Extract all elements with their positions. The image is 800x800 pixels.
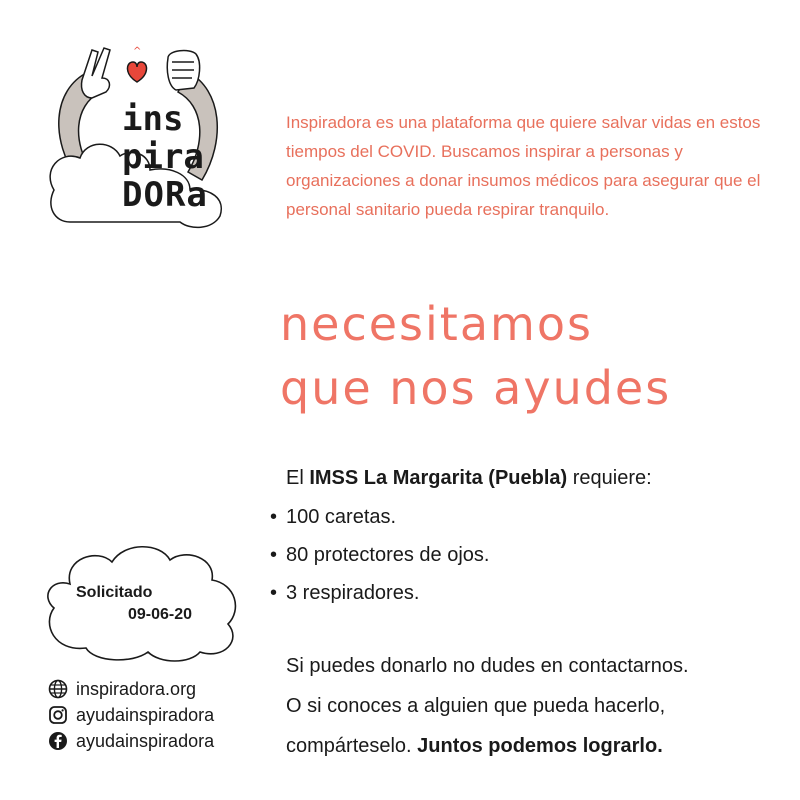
logo [40,40,240,235]
request-suffix: requiere: [567,467,652,489]
logo-text [122,100,208,214]
closing-line-3-prefix: compárteselo. [286,735,418,757]
heart-icon [127,62,146,82]
list-item: • 80 protectores de ojos. [270,536,730,574]
facebook-link[interactable] [48,728,268,754]
list-item-text: 80 protectores de ojos. [286,544,490,566]
peace-hand-icon [81,48,110,98]
website-link[interactable] [48,676,268,702]
closing-line-3 [286,726,766,766]
closing-line-2: O si conoces a alguien que pueda hacerlo, [286,695,666,717]
list-item: • 3 respiradores. [270,574,730,612]
facebook-icon [48,731,68,751]
request-intro [286,460,766,496]
website-text: inspiradora.org [76,678,197,699]
list-item-text: 100 caretas. [286,506,397,528]
closing-paragraph [286,646,766,766]
supply-list [270,498,730,612]
closing-line-3-bold: Juntos podemos lograrlo. [417,735,663,757]
instagram-link[interactable] [48,702,268,728]
headline [280,292,780,420]
instagram-icon [48,705,68,725]
instagram-text: ayudainspiradora [76,704,215,725]
svg-text:^: ^ [133,46,142,57]
globe-icon [48,679,68,699]
logo-text-line-3: DORa [122,175,208,215]
request-prefix: El [286,467,310,489]
logo-text-line-1: ins [122,99,184,139]
badge-label: Solicitado [76,584,153,601]
date-badge [40,540,245,665]
list-item: • 100 caretas. [270,498,730,536]
fist-hand-icon [167,51,199,90]
cloud-shape [40,540,245,665]
logo-text-line-2: pira [122,137,204,177]
social-links [48,676,268,754]
facebook-text: ayudainspiradora [76,730,215,751]
headline-line-2: que nos ayudes [280,361,672,415]
institution-name: IMSS La Margarita (Puebla) [309,467,568,489]
list-item-text: 3 respiradores. [286,582,420,604]
closing-line-1: Si puedes donarlo no dudes en contactarnos. [286,655,689,677]
intro-paragraph: Inspiradora es una plataforma que quiere salvar vidas en estos tiempos del COVID. Buscamos inspirar a personas y organizaciones a donar insumos médicos para asegurar que el personal sanitario pueda respirar tranquilo. [286,113,761,219]
badge-date: 09-06-20 [128,606,193,623]
headline-line-1: necesitamos [280,297,593,351]
